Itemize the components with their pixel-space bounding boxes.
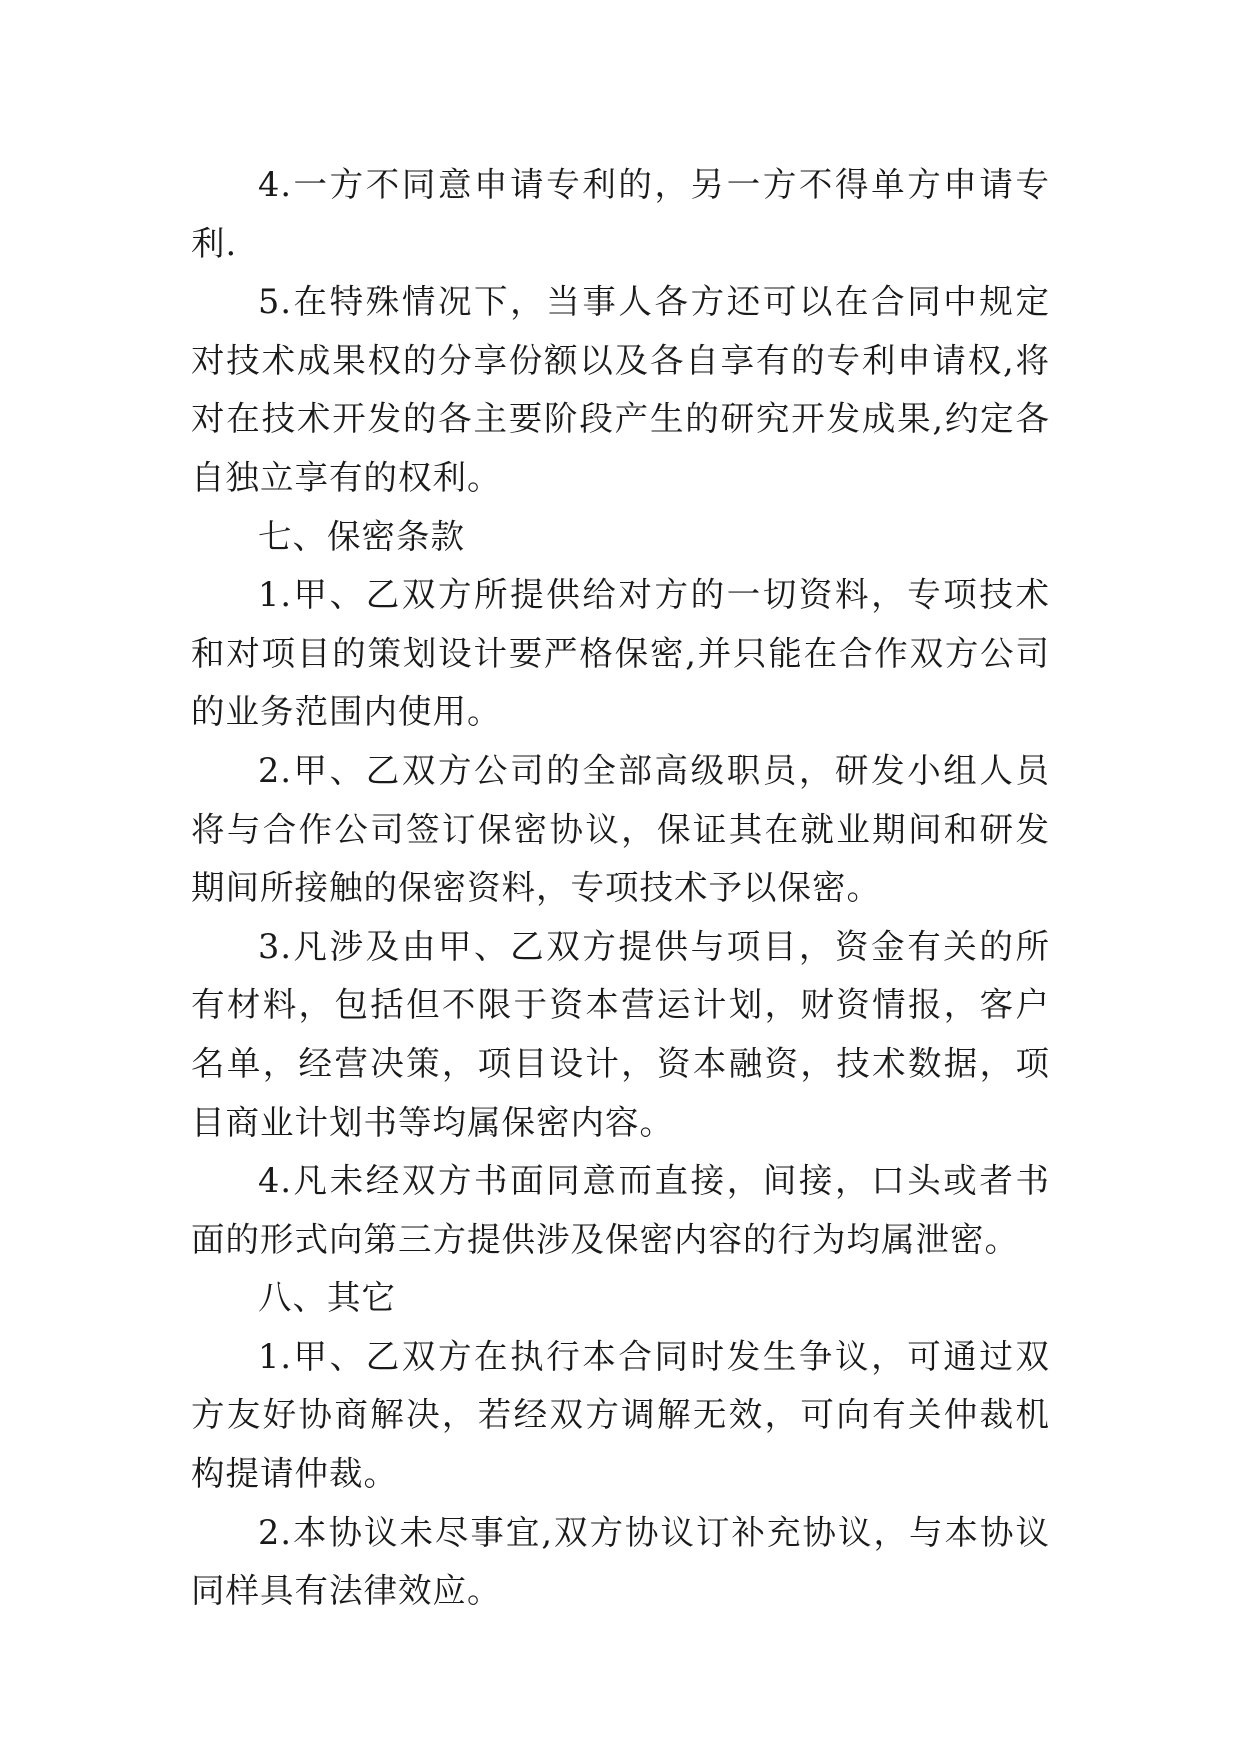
clause-confidentiality-2: 2.甲、乙双方公司的全部高级职员，研发小组人员将与合作公司签订保密协议，保证其在就业期间和研发期间所接触的保密资料，专项技术予以保密。 [191, 750, 1050, 908]
clause-patent-5: 5.在特殊情况下，当事人各方还可以在合同中规定对技术成果权的分享份额以及各自享有的专利申请权,将对在技术开发的各主要阶段产生的研究开发成果,约定各自独立享有的权利。 [191, 282, 1050, 497]
document-body [191, 156, 1050, 1621]
clause-confidentiality-3: 3.凡涉及由甲、乙双方提供与项目，资金有关的所有材料，包括但不限于资本营运计划，财资情报，客户名单，经营决策，项目设计，资本融资，技术数据，项目商业计划书等均属保密内容。 [191, 926, 1050, 1142]
section-heading-other: 八、其它 [258, 1278, 396, 1318]
clause-other-1: 1.甲、乙双方在执行本合同时发生争议，可通过双方友好协商解决，若经双方调解无效，可向有关仲裁机构提请仲裁。 [191, 1336, 1050, 1494]
clause-patent-4: 4.一方不同意申请专利的，另一方不得单方申请专利. [191, 165, 1050, 263]
clause-confidentiality-4: 4.凡未经双方书面同意而直接，间接，口头或者书面的形式向第三方提供涉及保密内容的行为均属泄密。 [191, 1161, 1050, 1259]
section-heading-confidentiality: 七、保密条款 [258, 516, 465, 556]
clause-confidentiality-1: 1.甲、乙双方所提供给对方的一切资料，专项技术和对项目的策划设计要严格保密,并只能在合作双方公司的业务范围内使用。 [191, 575, 1050, 732]
clause-other-2: 2.本协议未尽事宜,双方协议订补充协议，与本协议同样具有法律效应。 [191, 1512, 1050, 1611]
